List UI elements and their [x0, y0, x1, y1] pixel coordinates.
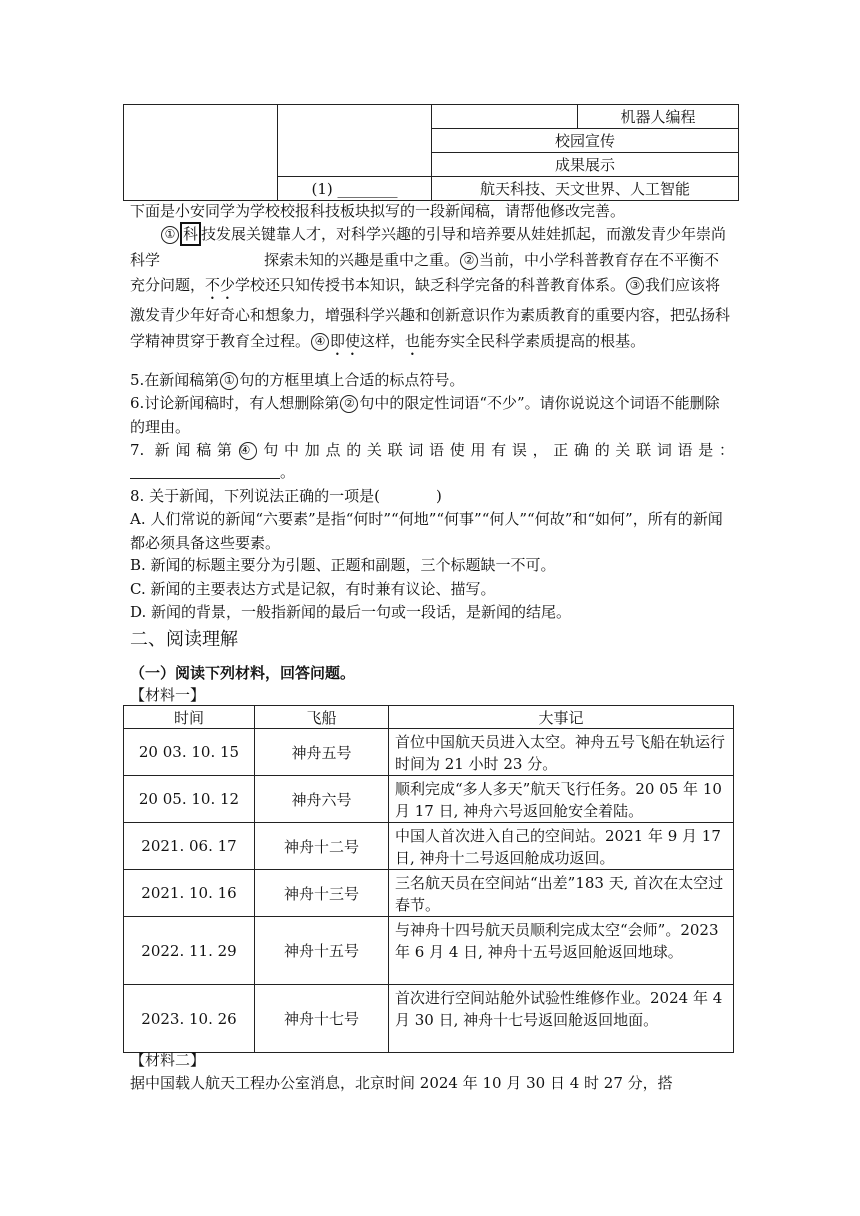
dotted-word: 不少 [205, 276, 236, 294]
table-cell [432, 105, 578, 129]
table-cell: 航天科技、天文世界、人工智能 [432, 177, 739, 201]
table-row [124, 823, 734, 870]
time-cell: 20 05. 10. 12 [124, 776, 255, 823]
sentence-number: ① [220, 372, 238, 390]
table-row [124, 870, 734, 917]
event-cell: 三名航天员在空间站“出差”183 天, 首次在太空过春节。 [389, 870, 734, 917]
intro-text: 下面是小安同学为学校校报科技板块拟写的一段新闻稿，请帮他修改完善。 [130, 202, 626, 220]
time-cell: 2023. 10. 26 [124, 985, 255, 1053]
column-header: 大事记 [389, 706, 734, 729]
event-cell: 首次进行空间站舱外试验性维修作业。2024 年 4 月 30 日, 神舟十七号返回舱返回地面。 [389, 985, 734, 1053]
answer-blank[interactable] [130, 463, 280, 479]
event-cell: 与神舟十四号航天员顺利完成太空“会师”。2023 年 6 月 4 日, 神舟十五号返回舱返回地球。 [389, 917, 734, 985]
time-cell: 2022. 11. 29 [124, 917, 255, 985]
question-text: 句中的限定性词语“不少”。请你说说这个词语不能删除的理由。 [130, 394, 720, 436]
sentence-text: 这样， [360, 331, 406, 350]
time-cell: 20 03. 10. 15 [124, 729, 255, 776]
table-cell: 成果展示 [432, 153, 739, 177]
question-8 [130, 484, 734, 508]
question-7-answer [130, 460, 734, 484]
table-cell [278, 105, 432, 177]
dotted-word: 也 [405, 331, 421, 350]
section-title: 二、阅读理解 [130, 629, 238, 650]
column-header: 飞船 [255, 706, 389, 729]
activity-table [123, 104, 739, 201]
time-cell: 2021. 06. 17 [124, 823, 255, 870]
sentence-number: ② [340, 395, 358, 413]
sentence-number: ④ [311, 333, 329, 351]
table-cell [124, 105, 278, 201]
question-text: 句的方框里填上合适的标点符号。 [239, 371, 465, 389]
option-d: D. 新闻的背景，一般指新闻的最后一句或一段话，是新闻的结尾。 [130, 603, 572, 621]
table-cell: 校园宣传 [432, 129, 739, 153]
sentence-text: 技发展关键靠人才，对科学兴趣的引导和培养要从娃娃抓起，而激发青少年崇尚科学 [130, 225, 727, 269]
material-1-label: 【材料一】 [130, 686, 206, 704]
event-cell: 顺利完成“多人多天”航天飞行任务。20 05 年 10 月 17 日, 神舟六号返回舱安全着陆。 [389, 776, 734, 823]
option-a: A. 人们常说的新闻“六要素”是指“何时”“何地”“何事”“何人”“何故”和“如何”，所有的新闻都必须具备这些要素。 [130, 510, 723, 552]
sentence-text: 能夯实全民科学素质提高的根基。 [420, 331, 646, 350]
sentence-text: 我们应该将激发青少年好奇心和想象力，增强科学兴趣和创新意识作为素质教育的重要内容，把弘扬科学精神贯穿于教育全过程。 [130, 276, 731, 350]
table-row [124, 729, 734, 776]
sentence-text: 探索未知的兴趣是重中之重。 [264, 250, 460, 269]
option-c: C. 新闻的主要表达方式是记叙，有时兼有议论、描写。 [130, 580, 496, 598]
question-7 [130, 438, 734, 462]
sub-title: （一）阅读下列材料，回答问题。 [130, 664, 356, 682]
material-2-label: 【材料二】 [130, 1051, 206, 1069]
dotted-word: 即使 [330, 331, 361, 350]
table-row [124, 105, 739, 129]
question-text: 。 [280, 463, 296, 481]
sentence-text: 学校还只知传授书本知识，缺乏科学完备的科普教育体系。 [235, 276, 626, 294]
option-b: B. 新闻的标题主要分为引题、正题和副题，三个标题缺一不可。 [130, 556, 556, 574]
question-text: 句中加点的关联词语使用有误，正确的关联词语是： [257, 441, 734, 459]
time-cell: 2021. 10. 16 [124, 870, 255, 917]
material-2-text: 据中国载人航天工程办公室消息，北京时间 2024 年 10 月 30 日 4 时 27 分，搭 [130, 1074, 673, 1092]
event-cell: 中国人首次进入自己的空间站。2021 年 9 月 17 日, 神舟十二号返回舱成功返回。 [389, 823, 734, 870]
question-text: 5.在新闻稿第 [130, 371, 220, 389]
sentence-text: 当前，中小学科普教育存在不平衡不充分问题， [130, 250, 720, 294]
table-row [124, 917, 734, 985]
ship-cell: 神舟十二号 [255, 823, 389, 870]
shenzhou-table [123, 705, 734, 1053]
sentence-number: ③ [626, 277, 644, 295]
question-6 [130, 391, 734, 439]
sentence-number: ④ [239, 442, 257, 460]
ship-cell: 神舟五号 [255, 729, 389, 776]
table-cell: (1) ________ [278, 177, 432, 201]
sentence-number: ② [460, 252, 478, 270]
ship-cell: 神舟六号 [255, 776, 389, 823]
question-5 [130, 368, 734, 392]
table-row [124, 985, 734, 1053]
ship-cell: 神舟十五号 [255, 917, 389, 985]
sentence-number: ① [161, 226, 179, 244]
question-stem: 8. 关于新闻，下列说法正确的一项是( [130, 487, 380, 505]
ship-cell: 神舟十七号 [255, 985, 389, 1053]
ship-cell: 神舟十三号 [255, 870, 389, 917]
question-text: 6.讨论新闻稿时，有人想删除第 [130, 394, 340, 412]
event-cell: 首位中国航天员进入太空。神舟五号飞船在轨运行时间为 21 小时 23 分。 [389, 729, 734, 776]
table-header-row [124, 706, 734, 729]
table-row [124, 776, 734, 823]
punctuation-box: 科 [180, 222, 201, 246]
question-text: 7. 新闻稿第 [130, 441, 238, 459]
column-header: 时间 [124, 706, 255, 729]
question-stem: ) [435, 487, 442, 505]
table-cell: 机器人编程 [578, 105, 739, 129]
news-article [130, 222, 734, 359]
